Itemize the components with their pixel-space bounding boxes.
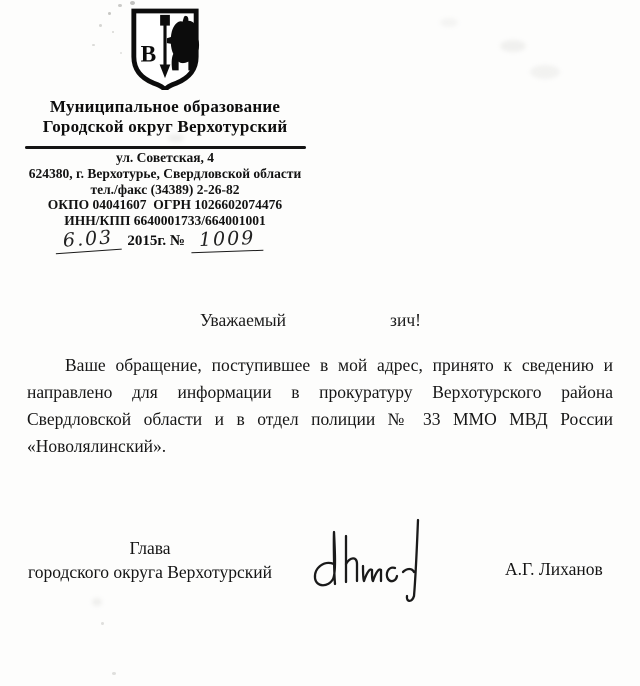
signer-title [0,536,300,584]
date-typed-label: 2015г. № [127,233,186,249]
address-okpo-ogrn: ОКПО 04041607 ОГРН 1026602074476 [47,197,283,213]
signer-title-line1: Глава [129,538,171,558]
salutation-line [200,310,421,331]
letterhead [0,0,330,137]
org-name-line2: Городской округ Верхотурский [42,117,288,136]
address-inn-kpp: ИНН/КПП 6640001733/664001001 [64,213,266,229]
svg-text:В: В [140,41,157,68]
salutation-name-fragment: зич! [390,310,421,330]
body-line: Ваше обращение, поступившее в мой адрес, принято к сведению и [65,355,613,375]
reference-line [55,228,263,252]
handwritten-signature-icon [300,502,435,615]
salutation-word: Уважаемый [200,310,287,330]
body-line: Свердловской области и в отдел полиции № 33 ММО МВД России [27,409,613,429]
letter-body [27,352,613,460]
address-phone: тел./факс (34389) 2-26-82 [90,181,240,197]
letterhead-divider [25,146,306,149]
body-line: направлено для информации в прокуратуру Верхотурского района [27,382,613,402]
outgoing-number-handwritten: 1009 [191,227,264,254]
signer-title-line2: городского округа Верхотурский [28,562,272,582]
address-block [0,150,330,229]
address-city: 624380, г. Верхотурье, Свердловской области [28,165,302,181]
address-street: ул. Советская, 4 [115,150,215,165]
coat-of-arms-icon [128,6,202,95]
org-name-line1: Муниципальное образование [49,97,281,116]
organization-name [15,97,315,137]
date-handwritten: 6.03 [54,226,122,255]
body-line: «Новолялинский». [27,436,167,456]
signer-name: А.Г. Лиханов [505,559,603,579]
